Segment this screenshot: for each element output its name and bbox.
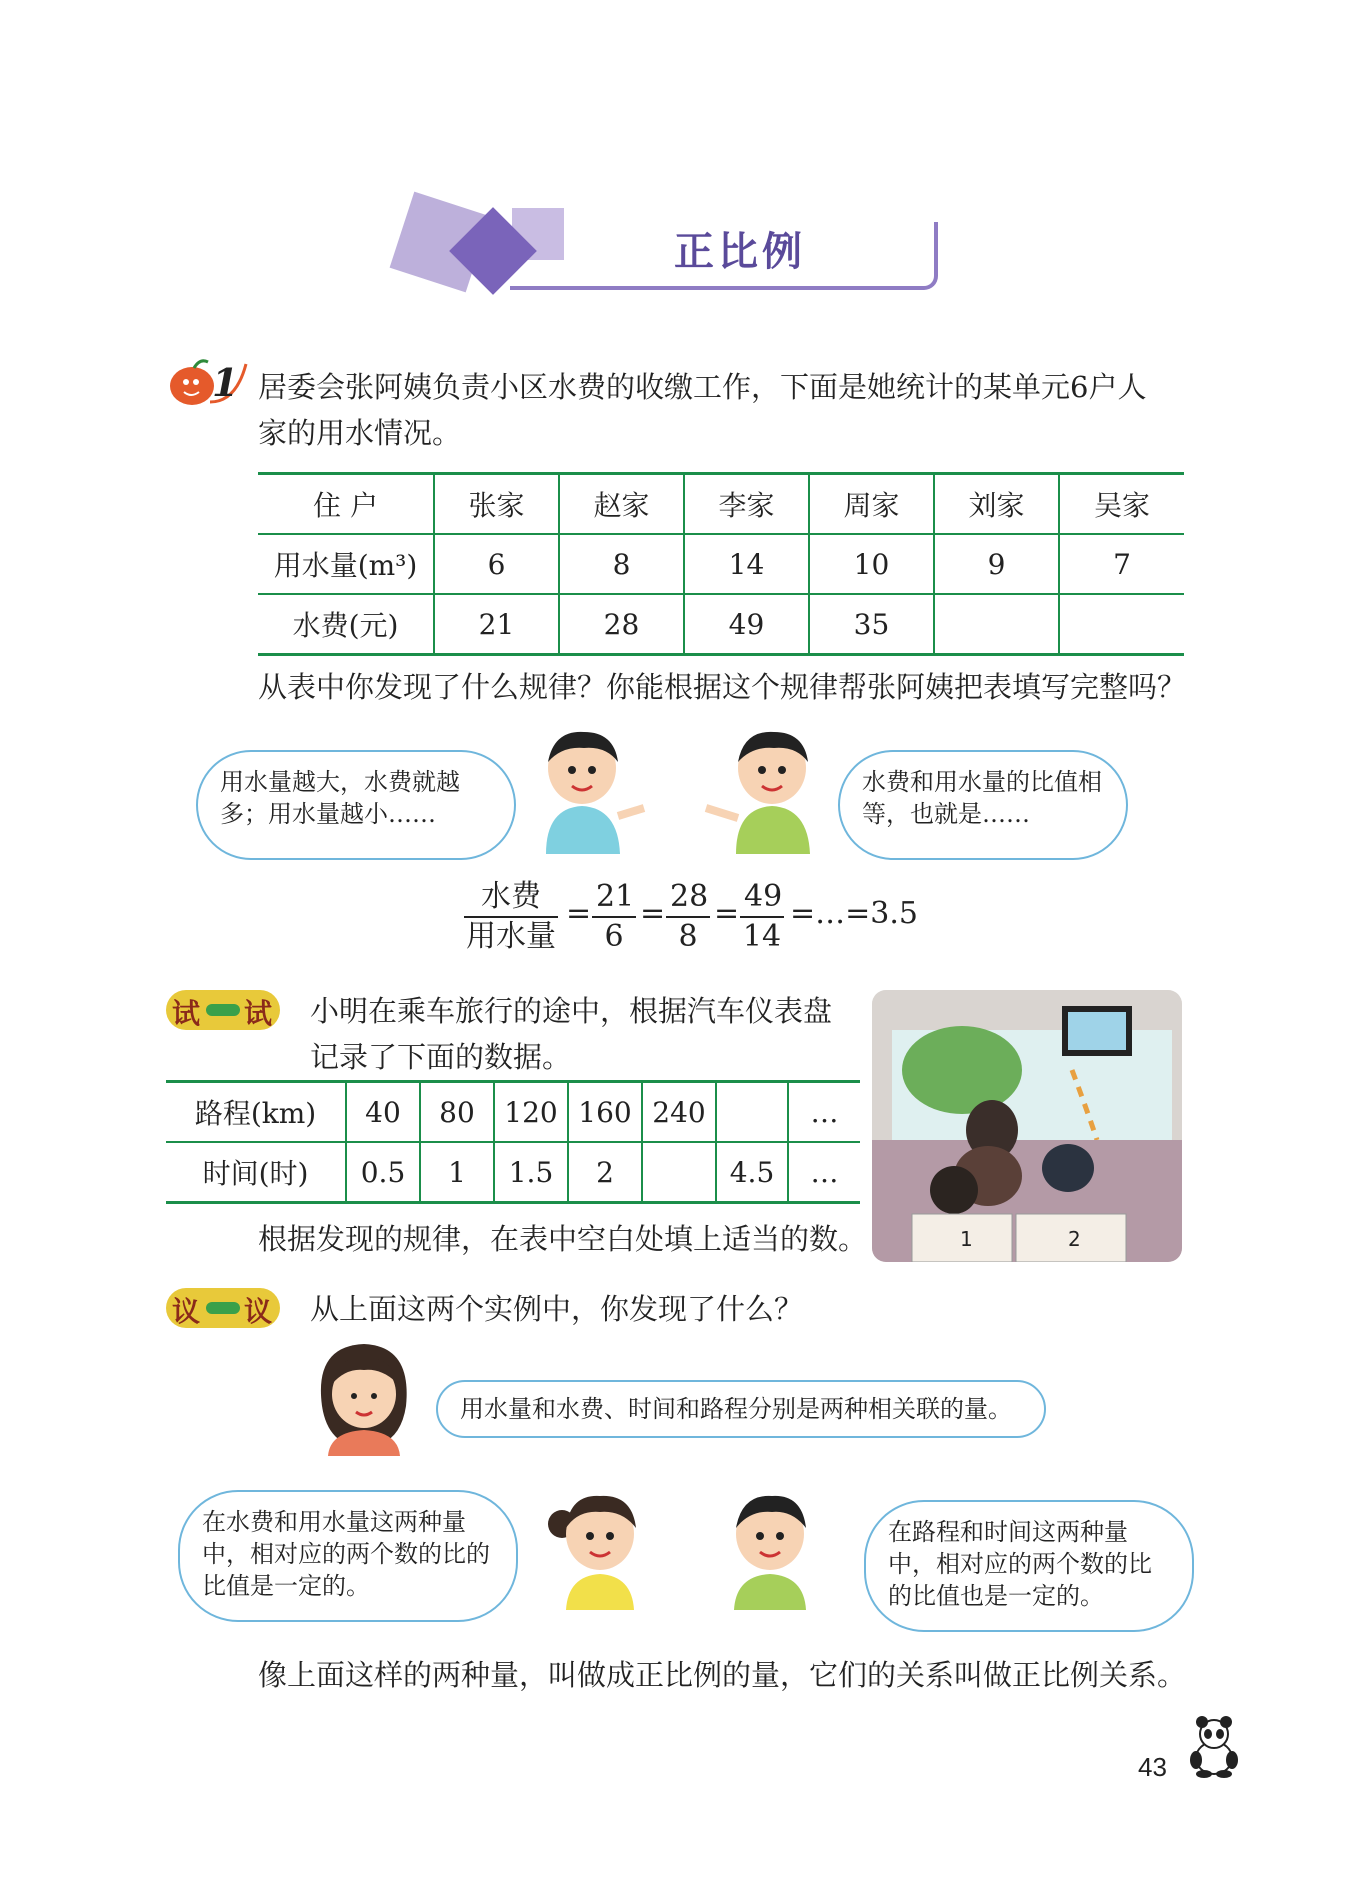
fraction-denominator: 用水量 [466,919,556,954]
car-interior-illustration [872,990,1182,1262]
car-scene-svg [872,990,1182,1262]
formula-tail: =…=3.5 [790,896,918,931]
example1-text-line1: 居委会张阿姨负责小区水费的收缴工作，下面是她统计的某单元6户人 [258,370,1147,404]
table-row-label: 水费(元) [292,609,399,642]
table-cell: 10 [809,534,934,594]
table-cell: 240 [642,1082,716,1143]
table-cell-blank[interactable] [716,1082,788,1143]
speech-bubble-right: 水费和用水量的比值相等，也就是…… [838,750,1128,860]
seat-label: 2 [1068,1227,1081,1251]
table-header-cell: 吴家 [1059,474,1184,535]
table-row [258,594,1184,655]
try-text-line1: 小明在乘车旅行的途中，根据汽车仪表盘 [310,994,833,1028]
fraction-denominator: 14 [742,919,782,954]
fraction-numerator: 水费 [464,878,558,918]
fraction-numerator: 49 [740,878,784,918]
table-header-cell: 周家 [809,474,934,535]
badge-dash-icon [206,1302,240,1314]
table-cell-blank[interactable] [1059,594,1184,655]
table-cell: 9 [934,534,1059,594]
formula-fraction [464,878,558,956]
table-cell: 28 [559,594,684,655]
try-text-line2: 记录了下面的数据。 [310,1040,572,1074]
table-cell: 1.5 [494,1142,568,1203]
table-row-label: 时间(时) [202,1157,309,1190]
table-row [166,1082,860,1143]
discuss-text: 从上面这两个实例中，你发现了什么？ [310,1292,804,1326]
table-cell: 0.5 [346,1142,420,1203]
speech-bubble-bottom-left: 在水费和用水量这两种量中，相对应的两个数的比的比值是一定的。 [178,1490,518,1622]
table-cell-blank[interactable] [934,594,1059,655]
fraction-numerator: 28 [666,878,710,918]
badge-dash-icon [206,1004,240,1016]
table-cell: 120 [494,1082,568,1143]
table-cell: 35 [809,594,934,655]
table-header-cell: 张家 [434,474,559,535]
girl-ponytail-illustration [536,1480,656,1610]
panda-icon [1184,1714,1242,1778]
table-header-cell: 刘家 [934,474,1059,535]
table-cell: 1 [420,1142,494,1203]
speech-bubble-left: 用水量越大，水费就越多；用水量越小…… [196,750,516,860]
table-row [258,534,1184,594]
formula-fraction [666,878,710,956]
table-header-row [258,474,1184,535]
table-header-cell: 李家 [684,474,809,535]
table-cell: … [788,1082,860,1143]
table-row [166,1142,860,1203]
table-cell: 4.5 [716,1142,788,1203]
fraction-denominator: 8 [678,919,698,954]
example-number: 1 [212,360,239,405]
speech-bubble-top: 用水量和水费、时间和路程分别是两种相关联的量。 [436,1380,1046,1438]
badge-char: 试 [172,997,201,1030]
example1-text-line2: 家的用水情况。 [258,416,462,450]
boy-green-sweater-illustration [700,722,830,854]
table-cell: 21 [434,594,559,655]
try-instruction: 根据发现的规律，在表中空白处填上适当的数。 [258,1222,868,1256]
table-row-label: 路程(km) [194,1097,317,1130]
table-cell: 49 [684,594,809,655]
table-header-cell: 住 户 [313,489,378,522]
distance-time-table [166,1080,860,1204]
table-cell: 2 [568,1142,642,1203]
seat-label: 1 [960,1227,973,1251]
table-cell: 7 [1059,534,1184,594]
formula-fraction [740,878,784,956]
table-cell: 14 [684,534,809,594]
page-title: 正比例 [674,228,806,275]
girl-long-hair-illustration [308,1336,418,1456]
table-cell: … [788,1142,860,1203]
formula-fraction [592,878,636,956]
table-row-label: 用水量(m³) [273,549,418,582]
badge-char: 议 [244,1295,273,1328]
example1-question: 从表中你发现了什么规律？你能根据这个规律帮张阿姨把表填写完整吗？ [258,670,1187,704]
try-badge [166,990,280,1030]
table-cell-blank[interactable] [642,1142,716,1203]
table-cell: 8 [559,534,684,594]
fraction-numerator: 21 [592,878,636,918]
conclusion-text: 像上面这样的两种量，叫做成正比例的量，它们的关系叫做正比例关系。 [258,1658,1187,1692]
equals-sign: = [566,896,592,931]
table-header-cell: 赵家 [559,474,684,535]
water-usage-table [258,472,1184,656]
table-cell: 6 [434,534,559,594]
discuss-badge [166,1288,280,1328]
fraction-denominator: 6 [604,919,624,954]
boy-blue-jacket-illustration [526,722,646,854]
table-cell: 160 [568,1082,642,1143]
page-number: 43 [1138,1752,1167,1782]
table-cell: 80 [420,1082,494,1143]
equals-sign: = [640,896,666,931]
speech-bubble-bottom-right: 在路程和时间这两种量中，相对应的两个数的比的比值也是一定的。 [864,1500,1194,1632]
table-cell: 40 [346,1082,420,1143]
boy-smiling-illustration [714,1480,824,1610]
equals-sign: = [714,896,740,931]
example-number-badge [166,358,248,408]
badge-char: 议 [172,1295,201,1328]
badge-char: 试 [244,997,273,1030]
